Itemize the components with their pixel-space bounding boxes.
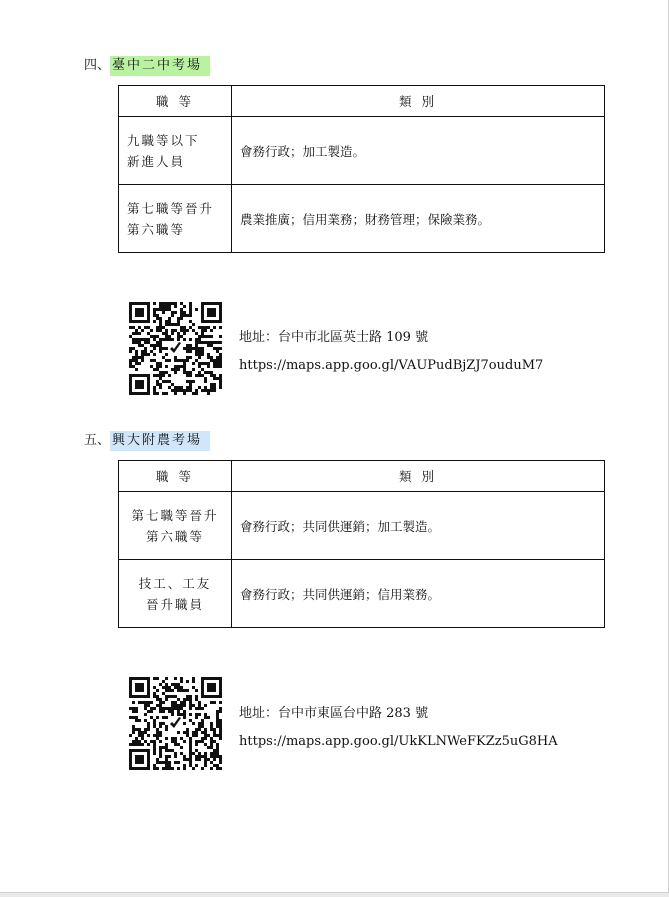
category-cell: 會務行政；加工製造。 [232,117,605,185]
header-grade: 職 等 [119,86,232,117]
category-table-4 [118,85,605,253]
section-number: 五、 [84,433,111,448]
grade-cell: 技工、工友 晉升職員 [119,560,232,628]
address-block-4 [239,324,543,380]
category-cell: 會務行政；共同供運銷；加工製造。 [232,492,605,560]
address-text: 地址：台中市東區台中路 283 號 [239,706,429,721]
category-cell: 農業推廣；信用業務；財務管理；保險業務。 [232,185,605,253]
table-row [119,185,605,253]
grade-cell: 九職等以下 新進人員 [119,117,232,185]
address-block-5 [239,700,558,756]
section-title: 興大附農考場 [110,431,210,451]
section-heading-4 [84,56,210,76]
address-text: 地址：台中市北區英士路 109 號 [239,330,429,345]
category-cell: 會務行政；共同供運銷；信用業務。 [232,560,605,628]
table-row [119,492,605,560]
map-link[interactable]: https://maps.app.goo.gl/VAUPudBjZJ7ouduM7 [239,358,544,373]
table-header-row [119,461,605,492]
grade-cell: 第七職等晉升 第六職等 [119,185,232,253]
section-heading-5 [84,431,210,451]
table-row [119,117,605,185]
header-grade: 職 等 [119,461,232,492]
header-category: 類 別 [232,86,605,117]
grade-cell: 第七職等晉升 第六職等 [119,492,232,560]
category-table-5 [118,460,605,628]
table-header-row [119,86,605,117]
table-row [119,560,605,628]
header-category: 類 別 [232,461,605,492]
map-link[interactable]: https://maps.app.goo.gl/UkKLNWeFKZz5uG8HA [239,734,558,749]
section-number: 四、 [84,58,111,73]
qr-code-icon[interactable] [129,302,222,395]
section-title: 臺中二中考場 [110,56,210,76]
qr-code-icon[interactable] [129,677,222,770]
